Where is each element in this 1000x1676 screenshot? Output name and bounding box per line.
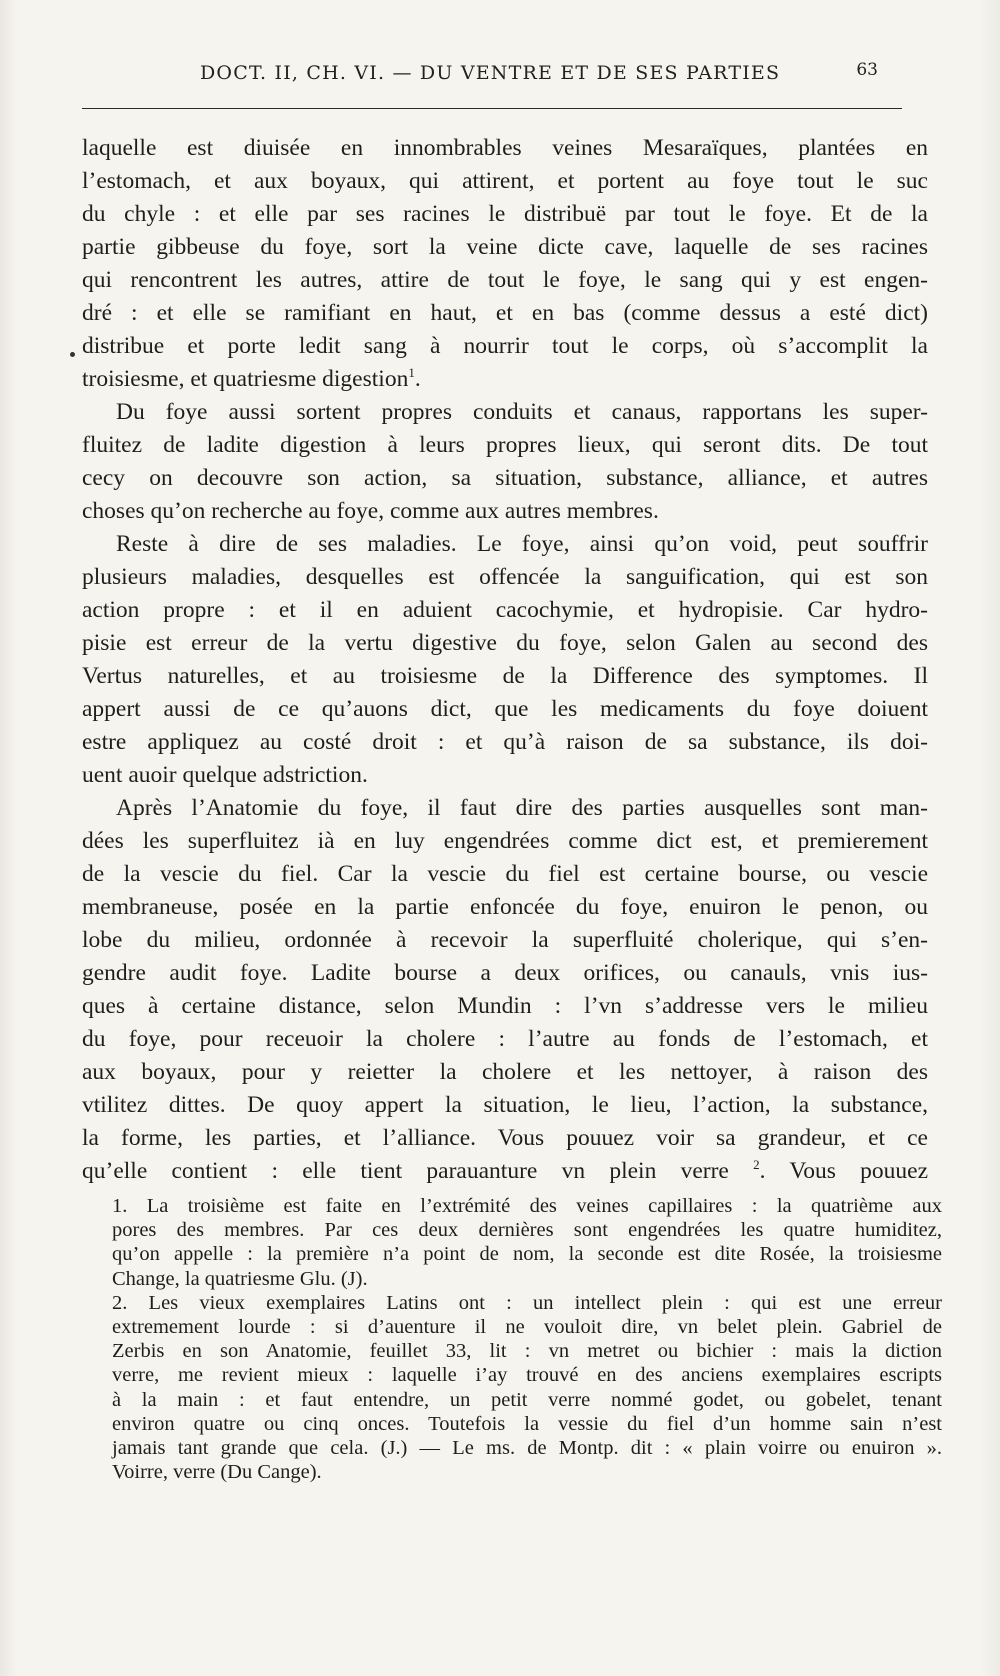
text-line: troisiesme, et quatriesme digestion$^1$. bbox=[82, 365, 421, 392]
footnote-line: Change, la quatriesme Glu. (J). bbox=[112, 1267, 368, 1290]
text-line: choses qu’on recherche au foye, comme aux autres membres. bbox=[82, 498, 659, 524]
text-line: lobe du milieu, ordonnée à recevoir la superfluité cholerique, qui s’en- bbox=[82, 927, 928, 953]
header-rule bbox=[82, 108, 902, 110]
text-line: la forme, les parties, et l’alliance. Vous pouuez voir sa grandeur, et ce bbox=[82, 1125, 928, 1151]
text-line: gendre audit foye. Ladite bourse a deux orifices, ou canauls, vnis ius- bbox=[82, 960, 928, 986]
paragraph-2 bbox=[82, 396, 928, 528]
paragraph-4 bbox=[82, 792, 928, 1188]
text-line: Après l’Anatomie du foye, il faut dire des parties ausquelles sont man- bbox=[116, 795, 928, 821]
text-line: action propre : et il en aduient cacochymie, et hydropisie. Car hydro- bbox=[82, 597, 928, 623]
footnote-line: 2. Les vieux exemplaires Latins ont : un intellect plein : qui est une erreur bbox=[112, 1291, 942, 1314]
footnote-1 bbox=[112, 1194, 942, 1291]
text-line-content: qu’elle contient : elle tient parauanture vn plein verre bbox=[82, 1158, 729, 1184]
paragraph-3 bbox=[82, 528, 928, 792]
text-line: de la vescie du fiel. Car la vescie du fiel est certaine bourse, ou vescie bbox=[82, 861, 928, 887]
footnote-line: pores des membres. Par ces deux dernières sont engendrées les quatre humiditez, bbox=[112, 1219, 942, 1242]
text-line: distribue et porte ledit sang à nourrir tout le corps, où s’accomplit la bbox=[82, 333, 928, 359]
footnote-line: à la main : et faut entendre, un petit verre nommé godet, ou gobelet, tenant bbox=[112, 1388, 942, 1411]
text-line-tail: Vous pouuez bbox=[789, 1158, 929, 1184]
text-line: l’estomach, et aux boyaux, qui attirent, et portent au foye tout le suc bbox=[82, 168, 928, 194]
main-text bbox=[82, 132, 928, 1188]
footnote-2 bbox=[112, 1291, 942, 1485]
text-line: appert aussi de ce qu’auons dict, que les medicaments du foye doiuent bbox=[82, 696, 928, 722]
footnote-line: qu’on appelle : la première n’a point de nom, la seconde est dite Rosée, la troisiesme bbox=[112, 1243, 942, 1266]
text-line: Du foye aussi sortent propres conduits et canaus, rapportans les super- bbox=[116, 399, 928, 425]
text-line: aux boyaux, pour y reietter la cholere et les nettoyer, à raison des bbox=[82, 1059, 928, 1085]
footnote-line: environ quatre ou cinq onces. Toutefois la vessie du fiel d’un homme sain n’est bbox=[112, 1412, 942, 1435]
text-line: pisie est erreur de la vertu digestive du foye, selon Galen au second des bbox=[82, 630, 928, 656]
text-line: du chyle : et elle par ses racines le distribuë par tout le foye. Et de la bbox=[82, 201, 928, 227]
text-line: ques à certaine distance, selon Mundin : l’vn s’addresse vers le milieu bbox=[82, 993, 928, 1019]
text-line: dées les superfluitez ià en luy engendrées comme dict est, et premierement bbox=[82, 828, 928, 854]
page-number: 63 bbox=[856, 60, 878, 80]
text-line: partie gibbeuse du foye, sort la veine dicte cave, laquelle de ses racines bbox=[82, 234, 928, 260]
margin-dot bbox=[70, 352, 75, 357]
paragraph-1 bbox=[82, 132, 928, 396]
text-line: qu’elle contient : elle tient parauanture vn plein verre $^2$. Vous pouuez bbox=[82, 1157, 929, 1184]
text-line: Reste à dire de ses maladies. Le foye, ainsi qu’on void, peut souffrir bbox=[116, 531, 928, 557]
text-line: laquelle est diuisée en innombrables veines Mesaraïques, plantées en bbox=[82, 135, 928, 161]
text-line: Vertus naturelles, et au troisiesme de la Difference des symptomes. Il bbox=[82, 663, 928, 689]
footnote-line: verre, me revient mieux : laquelle i’ay trouvé en des anciens exemplaires escripts bbox=[112, 1364, 942, 1387]
text-line: vtilitez dittes. De quoy appert la situation, le lieu, l’action, la substance, bbox=[82, 1092, 928, 1118]
text-line: du foye, pour receuoir la cholere : l’autre au fonds de l’estomach, et bbox=[82, 1026, 928, 1052]
footnote-line: jamais tant grande que cela. (J.) — Le ms. de Montp. dit : « plain voirre ou enuiron ». bbox=[112, 1437, 942, 1460]
text-line: dré : et elle se ramifiant en haut, et en bas (comme dessus a esté dict) bbox=[82, 300, 928, 326]
footnotes bbox=[112, 1194, 942, 1484]
footnote-ref-1[interactable]: 1 bbox=[408, 365, 415, 381]
text-line: cecy on decouvre son action, sa situation, substance, alliance, et autres bbox=[82, 465, 928, 491]
page-header bbox=[200, 62, 906, 98]
text-line: membraneuse, posée en la partie enfoncée du foye, enuiron le penon, ou bbox=[82, 894, 928, 920]
text-line: plusieurs maladies, desquelles est offencée la sanguification, qui est son bbox=[82, 564, 928, 590]
footnote-line: 1. La troisième est faite en l’extrémité des veines capillaires : la quatrième aux bbox=[112, 1195, 942, 1217]
text-line: estre appliquez au costé droit : et qu’à raison de sa substance, ils doi- bbox=[82, 729, 928, 755]
footnote-ref-2[interactable]: 2 bbox=[753, 1157, 760, 1173]
footnote-line: extremement lourde : si d’auenture il ne vouloit dire, vn belet plein. Gabriel de bbox=[112, 1316, 942, 1339]
text-line: uent auoir quelque adstriction. bbox=[82, 762, 368, 788]
running-head: DOCT. II, CH. VI. — DU VENTRE ET DE SES PARTIES bbox=[200, 62, 781, 84]
text-line-content: troisiesme, et quatriesme digestion bbox=[82, 366, 409, 392]
text-line: qui rencontrent les autres, attire de tout le foye, le sang qui y est engen- bbox=[82, 267, 928, 293]
footnote-line: Zerbis en son Anatomie, feuillet 33, lit : vn metret ou bichier : mais la diction bbox=[112, 1340, 942, 1363]
text-line: fluitez de ladite digestion à leurs propres lieux, qui seront dits. De tout bbox=[82, 432, 928, 458]
footnote-line: Voirre, verre (Du Cange). bbox=[112, 1461, 322, 1484]
